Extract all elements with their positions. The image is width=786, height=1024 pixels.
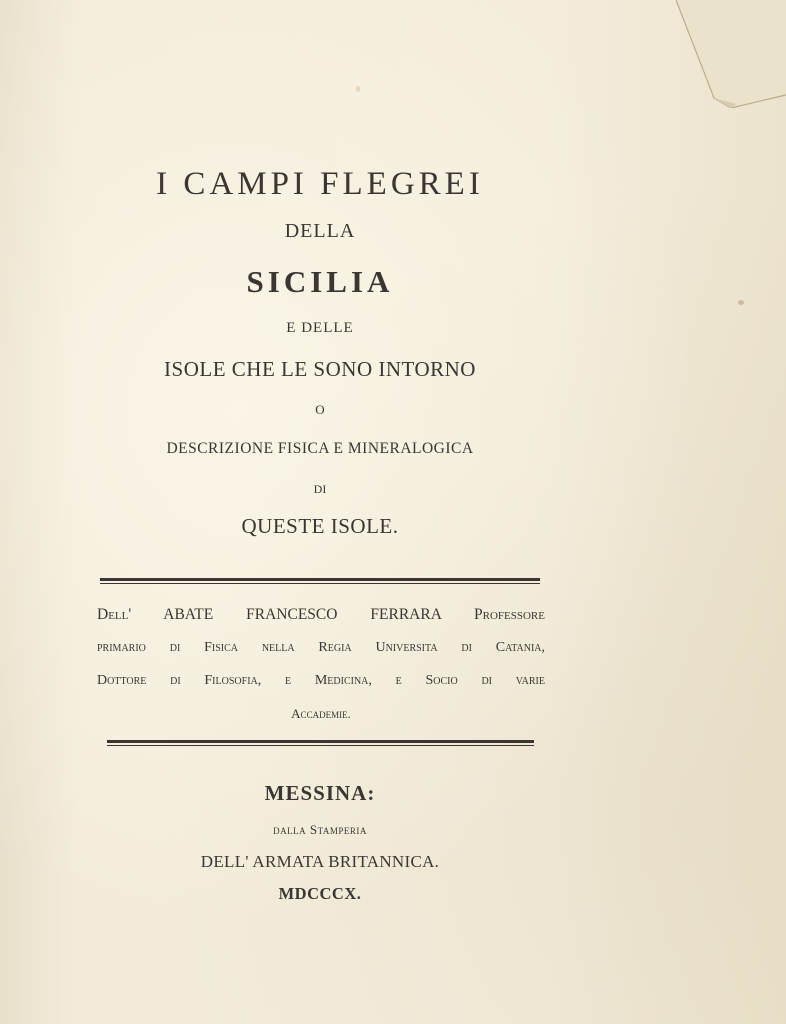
author-line-1: Dell' ABATE FRANCESCO FERRARA Professore [97, 606, 545, 623]
author-line-4: Accademie. [291, 706, 351, 721]
foxing-spot [356, 86, 360, 92]
title-line-main: I CAMPI FLEGREI [156, 166, 484, 202]
author-line-3: Dottore di Filosofia, e Medicina, e Socio di varie [97, 673, 545, 688]
title-line-o: O [315, 402, 325, 417]
imprint-printer-line-2: DELL' ARMATA BRITANNICA. [200, 852, 440, 871]
title-line-isole: ISOLE CHE LE SONO INTORNO [164, 357, 476, 381]
imprint-year: MDCCCX. [278, 884, 362, 903]
subtitle-line-di: DI [313, 482, 327, 496]
foxing-spot [738, 300, 744, 305]
title-line-della: DELLA [284, 220, 356, 242]
title-line-sicilia: SICILIA [246, 264, 394, 299]
imprint-place: MESSINA: [264, 781, 376, 805]
author-block [97, 604, 545, 736]
author-line-2: primario di Fisica nella Regia Universita di Catania, [97, 640, 545, 655]
subtitle-line-descrizione: DESCRIZIONE FISICA E MINERALOGICA [166, 440, 474, 457]
imprint-printer-line-1: dalla Stamperia [273, 822, 367, 837]
title-line-e-delle: E DELLE [286, 320, 354, 336]
folded-corner [676, 0, 786, 108]
subtitle-line-queste-isole: QUESTE ISOLE. [241, 514, 399, 538]
